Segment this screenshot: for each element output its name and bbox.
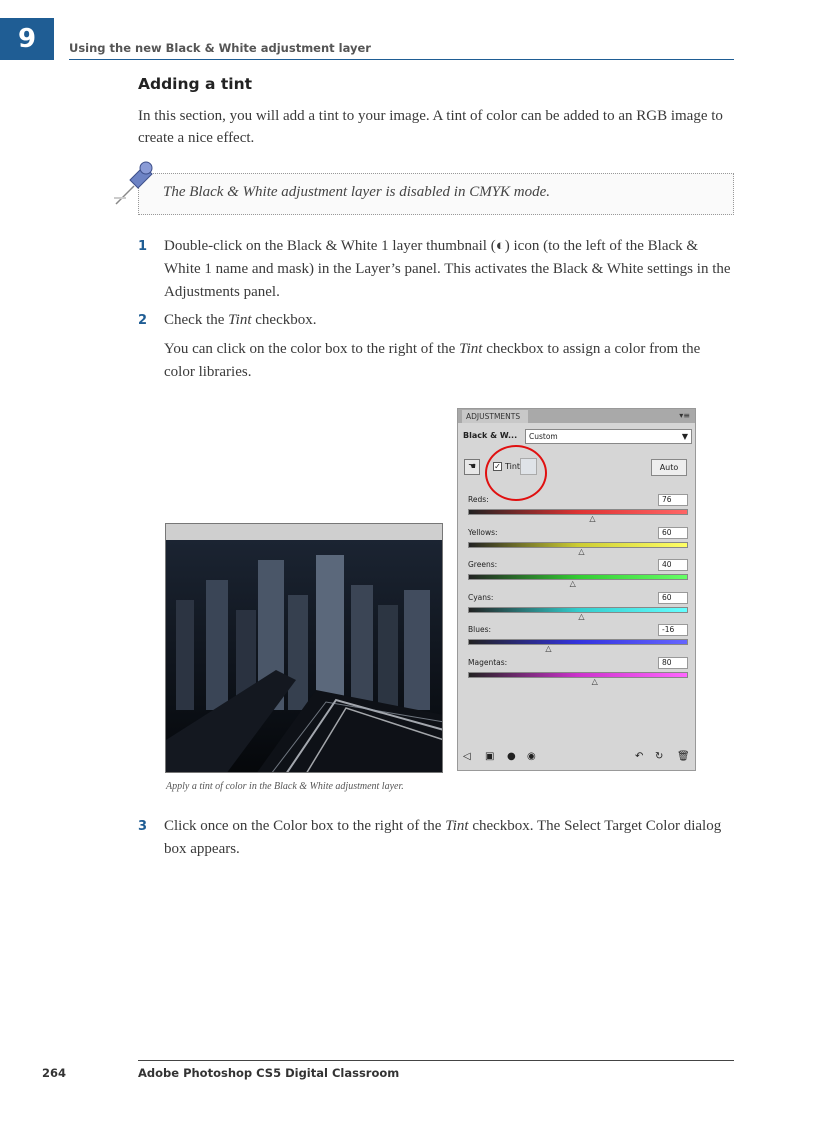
intro-paragraph: In this section, you will add a tint to your image. A tint of color can be added to an RGB image to create a nice effect. (138, 108, 723, 146)
step-subparagraph (164, 338, 734, 384)
slider-thumb[interactable]: △ (569, 579, 576, 588)
header-rule (69, 59, 734, 60)
slider-thumb[interactable]: △ (578, 611, 585, 621)
city-night-photo (165, 523, 443, 773)
panel-header (458, 409, 695, 423)
slider-value-field[interactable]: 60 (658, 527, 688, 539)
preset-value: Custom (529, 432, 558, 441)
step-text-emphasis: Tint (459, 341, 483, 357)
slider-value-field[interactable]: 76 (658, 494, 688, 506)
step-text-part: checkbox to assign a color from the color libraries. (164, 341, 701, 380)
slider-value-field[interactable]: 60 (658, 592, 688, 604)
preset-label: Black & W... (463, 431, 518, 440)
slider-value-field[interactable]: -16 (658, 624, 688, 636)
slider-track[interactable] (468, 509, 688, 515)
highlight-circle (485, 445, 547, 501)
step-text-part: You can click on the color box to the right of the (164, 341, 460, 357)
step-number: 1 (138, 239, 148, 254)
adjustments-panel (457, 408, 696, 771)
step-text (164, 815, 734, 861)
slider-thumb[interactable]: △ (578, 546, 585, 556)
step-text-emphasis: Tint (445, 818, 469, 834)
running-header-title: Using the new Black & White adjustment layer (69, 41, 371, 55)
note-text: The Black & White adjustment layer is disabled in CMYK mode. (163, 184, 551, 200)
trash-icon[interactable]: 🗑 (677, 751, 690, 762)
step-text-part: Check the (164, 312, 229, 328)
slider-value-field[interactable]: 40 (658, 559, 688, 571)
step-text-part: checkbox. The Select Target Color dialog box appears. (164, 818, 722, 857)
preset-dropdown[interactable] (525, 429, 692, 444)
footer-rule (138, 1060, 734, 1061)
tint-checkbox[interactable]: ✓ (494, 462, 501, 471)
book-title: Adobe Photoshop CS5 Digital Classroom (138, 1066, 400, 1080)
step-text: Double-click on the Black & White 1 layer thumbnail (◐) icon (to the left of the Black & White 1 name and mask) in the Layer’s panel. This activates the Black & White settings in the Adjustments panel. (164, 238, 731, 300)
eye-icon[interactable]: ◉ (527, 751, 536, 762)
step-number: 2 (138, 313, 148, 328)
panel-menu-icon[interactable]: ▾≡ (679, 411, 690, 420)
tint-label: Tint (505, 462, 521, 471)
slider-label: Yellows: (468, 527, 498, 537)
visibility-icon[interactable]: ● (507, 751, 516, 762)
adjustments-tab[interactable]: ADJUSTMENTS (462, 410, 528, 423)
photo-title-bar (166, 524, 442, 540)
step-text-emphasis: Tint (228, 312, 252, 328)
back-arrow-icon[interactable]: ◁ (463, 751, 471, 762)
slider-thumb[interactable]: △ (591, 676, 598, 686)
step-text-part: checkbox. (251, 312, 317, 328)
auto-button[interactable]: Auto (651, 459, 687, 476)
slider-track[interactable] (468, 672, 688, 678)
chapter-number-tab: 9 (0, 18, 54, 60)
city-skyline-image (166, 540, 443, 773)
figure-caption: Apply a tint of color in the Black & White adjustment layer. (166, 781, 404, 792)
step-text-part: Click once on the Color box to the right of the (164, 818, 446, 834)
clip-to-layer-icon[interactable]: ▣ (485, 751, 495, 762)
slider-label: Greens: (468, 560, 498, 569)
panel-footer-icons (463, 751, 692, 765)
pushpin-icon (112, 158, 158, 208)
slider-label: Cyans: (468, 592, 494, 602)
slider-track[interactable] (468, 574, 688, 580)
step-number: 3 (138, 819, 148, 834)
slider-value-field[interactable]: 80 (658, 657, 688, 669)
reset-icon[interactable]: ↻ (655, 751, 664, 762)
slider-label: Blues: (468, 625, 492, 634)
targeted-adjustment-tool-icon[interactable]: ☚ (464, 459, 480, 475)
page-number: 264 (42, 1066, 67, 1080)
slider-label: Reds: (468, 495, 489, 504)
slider-label: Magentas: (468, 657, 508, 667)
section-heading: Adding a tint (138, 75, 253, 93)
chevron-down-icon: ▼ (681, 432, 688, 441)
slider-thumb[interactable]: △ (589, 514, 596, 523)
slider-track[interactable] (468, 639, 688, 645)
previous-state-icon[interactable]: ↶ (635, 751, 644, 762)
slider-thumb[interactable]: △ (545, 644, 552, 653)
step-text (164, 309, 734, 332)
